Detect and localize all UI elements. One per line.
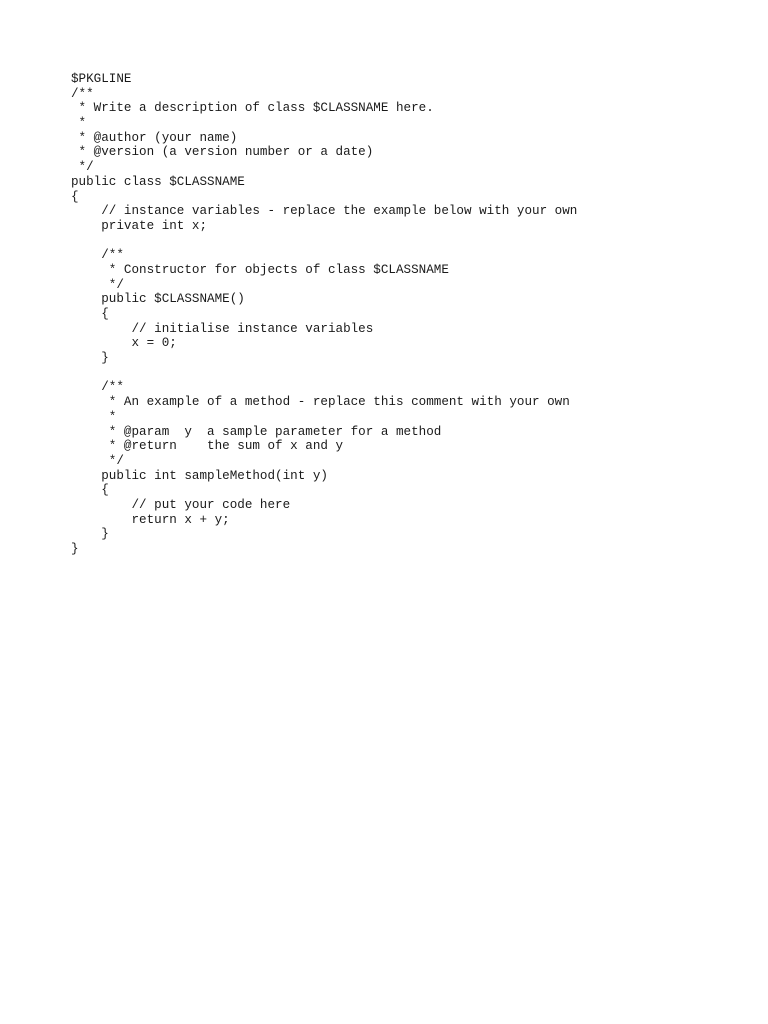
blank-line xyxy=(71,366,577,381)
code-line: } xyxy=(71,542,79,556)
code-line: // put your code here xyxy=(71,497,291,512)
code-line: public class $CLASSNAME xyxy=(71,174,245,189)
code-line: x = 0; xyxy=(71,336,177,351)
code-line: * xyxy=(71,116,87,131)
code-line: * Write a description of class $CLASSNAME here. xyxy=(71,101,434,116)
code-line: } xyxy=(71,527,109,542)
code-line: $PKGLINE xyxy=(71,72,132,86)
code-line: /** xyxy=(71,380,124,395)
code-line: * @version (a version number or a date) xyxy=(71,145,374,160)
code-line: // initialise instance variables xyxy=(71,321,374,336)
code-line: * An example of a method - replace this comment with your own xyxy=(71,395,570,410)
code-line: /** xyxy=(71,248,124,263)
code-line: return x + y; xyxy=(71,512,230,527)
code-line: */ xyxy=(71,160,94,175)
code-line: { xyxy=(71,189,79,204)
code-line: * Constructor for objects of class $CLASSNAME xyxy=(71,262,449,277)
code-line: * @author (your name) xyxy=(71,130,238,145)
code-line: { xyxy=(71,483,109,498)
code-line: * xyxy=(71,409,117,424)
code-line: public $CLASSNAME() xyxy=(71,292,245,307)
code-line: // instance variables - replace the example below with your own xyxy=(71,204,578,219)
code-line: { xyxy=(71,307,109,321)
code-line: * @param y a sample parameter for a method xyxy=(71,424,442,439)
code-line: } xyxy=(71,351,109,366)
code-line: */ xyxy=(71,277,124,292)
code-line: public int sampleMethod(int y) xyxy=(71,468,328,483)
code-line: * @return the sum of x and y xyxy=(71,439,344,454)
code-line: */ xyxy=(71,453,124,468)
code-line: /** xyxy=(71,86,94,101)
code-line: private int x; xyxy=(71,218,208,233)
code-document xyxy=(71,72,577,557)
blank-line xyxy=(71,234,577,249)
